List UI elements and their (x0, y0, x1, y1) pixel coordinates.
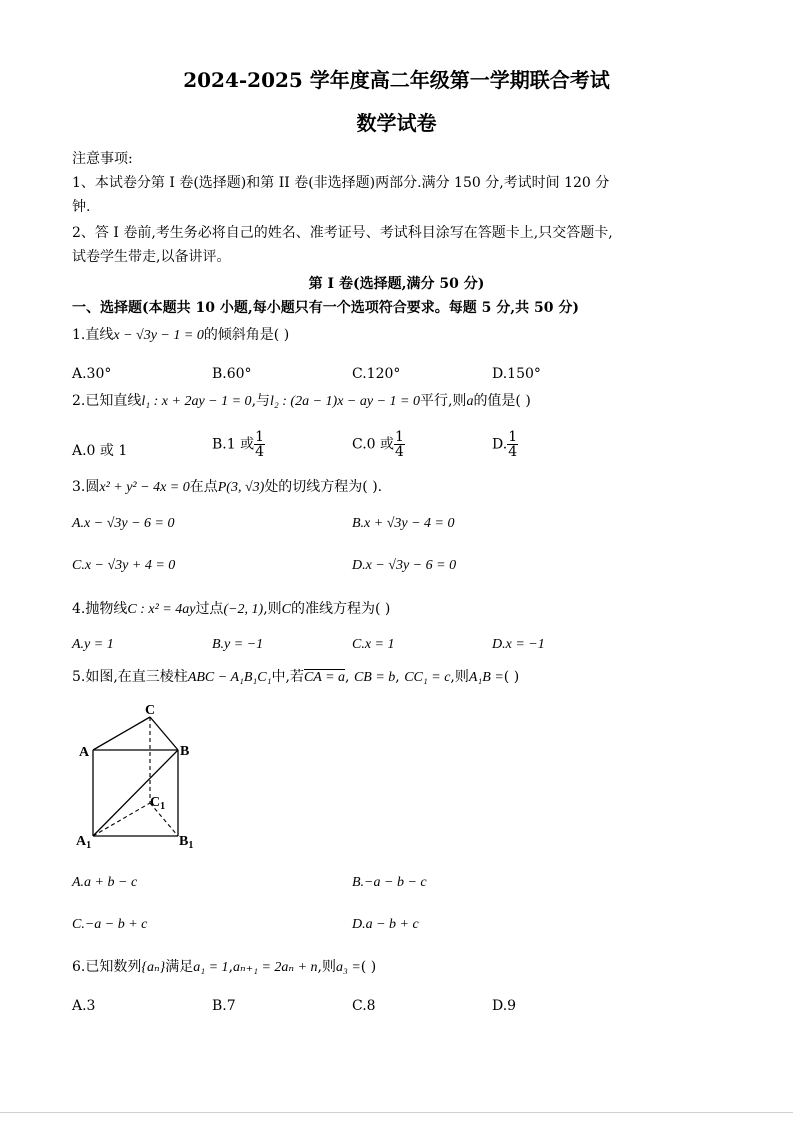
q3-connector: 在点 (189, 479, 218, 495)
vertex-label-b1: $B_1$ (179, 834, 194, 851)
q4-connector-2: ,则 (263, 601, 282, 617)
q4-prefix: 4.抛物线 (72, 601, 128, 617)
q5-connector-2: ,则 (450, 669, 469, 685)
q2-line-l2: l₂ : (2a − 1)x − ay − 1 = 0 (270, 394, 420, 409)
q2-option-c (352, 430, 405, 459)
question-3-stem (72, 476, 382, 496)
fraction-denominator: 4 (508, 444, 518, 460)
q5-prism: ABC − A₁B₁C₁ (187, 670, 272, 685)
exam-title: 2024-2025 学年度高二年级第一学期联合考试 (183, 68, 610, 92)
q6-option-b: B.7 (212, 998, 236, 1014)
q2-option-c-prefix: C.0 或 (352, 436, 395, 453)
diagonal-a1b (93, 750, 178, 836)
q2-option-d-prefix: D. (492, 436, 508, 453)
question-5-stem: 5.如图,在直三棱柱ABC − A₁B₁C₁中,若CA = a, CB = b, CC₁ = c,则A₁B =( ) (72, 669, 520, 685)
q6-option-c: C.8 (352, 998, 376, 1014)
fraction-denominator: 4 (255, 444, 265, 460)
edge-ac (93, 717, 150, 750)
q5-target-vector: A₁B = (468, 670, 504, 685)
notes-item-1: 1、本试卷分第 I 卷(选择题)和第 II 卷(非选择题)两部分.满分 150 分,考试时间 120 分 (72, 175, 610, 191)
q2-option-b-prefix: B.1 或 (212, 436, 255, 453)
q6-connector-2: ,则 (317, 959, 336, 975)
q6-prefix: 6.已知数列 (72, 959, 142, 975)
q6-separator: , (228, 959, 234, 975)
q6-suffix: ( ) (360, 959, 377, 975)
notes-item-1-cont: 钟. (72, 199, 91, 215)
q2-line-l1: l₁ : x + 2ay − 1 = 0 (141, 394, 252, 409)
q2-prefix: 2.已知直线 (72, 393, 142, 409)
q5-option-a: A.a + b − c (72, 875, 138, 890)
q1-suffix: 的倾斜角是( ) (203, 327, 290, 343)
part-title: 一、选择题(本题共 10 小题,每小题只有一个选项符合要求。每题 5 分,共 50 分) (72, 300, 579, 316)
vertex-label-c1: $C_1$ (150, 795, 166, 812)
q5-suffix: ( ) (503, 669, 520, 685)
q6-target: a₃ = (335, 960, 361, 975)
q3-point: P(3, √3) (217, 480, 265, 495)
q1-option-a: A.30° (72, 366, 112, 382)
q6-recurrence: aₙ₊₁ = 2aₙ + n (233, 960, 318, 975)
q5-option-d: D.a − b + c (352, 917, 419, 932)
q2-option-a: A.0 或 1 (72, 443, 128, 459)
q4-option-d: D.x = −1 (492, 637, 545, 652)
q2-suffix: 平行,则 (419, 393, 467, 409)
q2-variable: a (466, 394, 474, 409)
q2-option-d-fraction (507, 430, 518, 459)
q5-vector-cc1: CC₁ = c (404, 670, 451, 685)
question-2-stem (72, 390, 531, 410)
vertex-label-c: C (145, 703, 156, 718)
q2-option-d (492, 430, 518, 459)
fraction-numerator: 1 (395, 429, 404, 445)
q5-prefix: 5.如图,在直三棱柱 (72, 669, 188, 685)
vertex-label-a: A (79, 745, 90, 760)
q4-option-a: A.y = 1 (72, 637, 114, 652)
edge-cb (150, 717, 178, 750)
q6-option-a: A.3 (72, 998, 96, 1014)
q1-line-equation: x − √3y − 1 = 0 (113, 328, 204, 343)
fraction-numerator: 1 (508, 429, 518, 445)
q4-point: (−2, 1) (223, 602, 264, 617)
question-4-stem (72, 598, 390, 618)
q1-option-c: C.120° (352, 366, 401, 382)
q4-parabola: C : x² = 4ay (127, 602, 196, 617)
q5-option-b: B.−a − b − c (352, 875, 427, 890)
q2-suffix-2: 的值是( ) (473, 393, 531, 409)
fraction-denominator: 4 (395, 444, 404, 460)
q1-prefix: 1.直线 (72, 327, 114, 343)
q3-option-b: B.x + √3y − 4 = 0 (352, 516, 455, 531)
q6-initial-condition: a₁ = 1 (193, 960, 229, 975)
q1-option-b: B.60° (212, 366, 252, 382)
q3-prefix: 3.圆 (72, 479, 100, 495)
volume-title: 第 I 卷(选择题,满分 50 分) (308, 276, 485, 292)
q2-option-c-fraction (394, 430, 405, 459)
q2-option-b (212, 430, 265, 459)
q4-suffix: 的准线方程为( ) (291, 601, 391, 617)
q5-option-c: C.−a − b + c (72, 917, 148, 932)
q6-sequence: {aₙ} (141, 960, 166, 975)
exam-subtitle: 数学试卷 (356, 111, 437, 135)
notes-item-2: 2、答 I 卷前,考生务必将自己的姓名、准考证号、考试科目涂写在答题卡上,只交答题卡, (72, 225, 613, 241)
page-bottom-border (0, 1112, 793, 1113)
fraction-numerator: 1 (255, 429, 265, 445)
q1-option-d: D.150° (492, 366, 541, 382)
q4-option-b: B.y = −1 (212, 637, 264, 652)
notes-item-2-cont: 试卷学生带走,以备讲评。 (72, 249, 231, 265)
question-6-stem (72, 956, 376, 976)
q3-suffix: 处的切线方程为( ). (264, 479, 383, 495)
prism-diagram (70, 700, 210, 860)
q5-connector: 中,若 (271, 669, 304, 685)
question-1-stem (72, 324, 289, 344)
vertex-label-a1: $A_1$ (76, 834, 92, 851)
q4-option-c: C.x = 1 (352, 637, 395, 652)
q3-circle-equation: x² + y² − 4x = 0 (99, 480, 190, 495)
q6-connector: 满足 (165, 959, 194, 975)
q5-vector-cb: CB = b (353, 670, 396, 685)
q2-option-b-fraction (254, 430, 265, 459)
q3-option-d: D.x − √3y − 6 = 0 (352, 558, 457, 573)
q3-option-c: C.x − √3y + 4 = 0 (72, 558, 176, 573)
q4-variable: C (281, 602, 292, 617)
q3-option-a: A.x − √3y − 6 = 0 (72, 516, 175, 531)
q6-option-d: D.9 (492, 998, 517, 1014)
q4-connector: 过点 (195, 601, 224, 617)
vertex-label-b: B (180, 744, 190, 759)
q5-vector-ca: CA = a (303, 670, 346, 685)
q2-connector: ,与 (251, 393, 271, 409)
notes-heading: 注意事项: (72, 151, 133, 167)
